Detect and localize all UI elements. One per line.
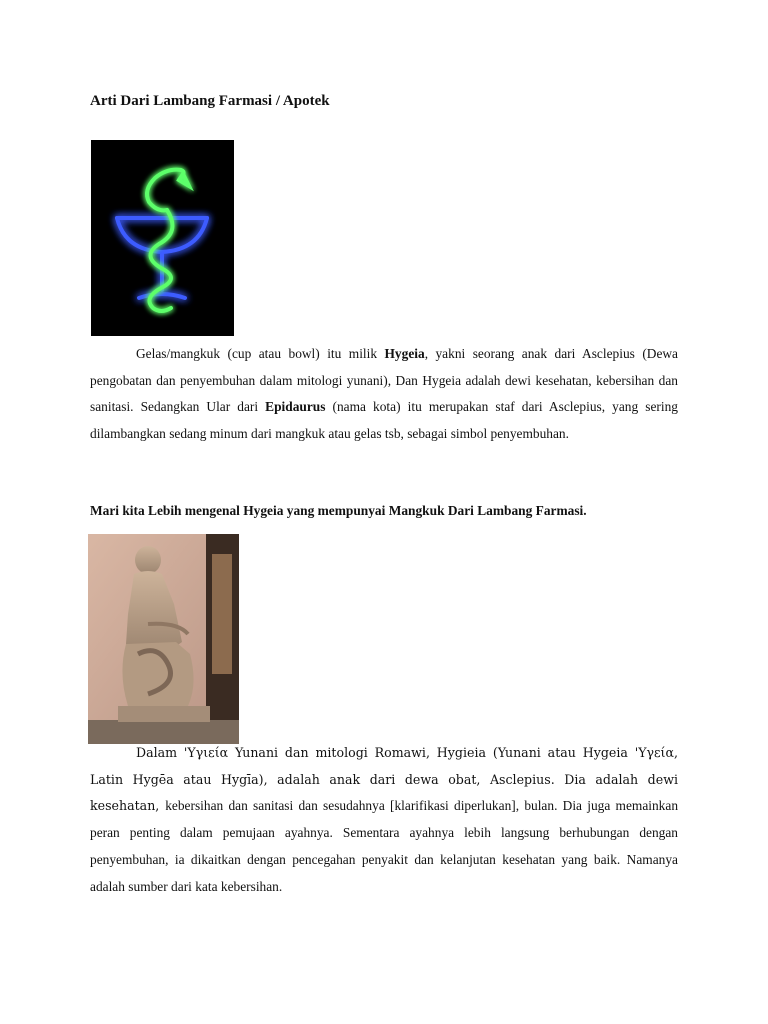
hygieia-statue-photo: [88, 534, 239, 744]
text-run: kebersihan dan sanitasi dan sesudahnya [klarifikasi diperlukan], bulan. Dia juga memainkan peran penting dalam pemujaan ayahnya. Sementara ayahnya lebih langsung berhubungan dengan penyembuhan, ia dikaitkan dengan pencegahan penyakit dan kelanjutan kesehatan yang baik. Namanya adalah sumber dari kata kebersihan.: [90, 798, 679, 894]
bowl-of-hygieia-neon-icon: [91, 140, 234, 336]
section-subheading: Mari kita Lebih mengenal Hygeia yang mempunyai Mangkuk Dari Lambang Farmasi.: [90, 503, 587, 518]
bold-epidaurus: Epidaurus: [265, 399, 326, 415]
paragraph-hygeia-intro: [90, 341, 678, 448]
paragraph-hygieia-mythology: [90, 740, 678, 900]
text-run: (nama kota) itu merupakan staf dari Asclepius, yang sering dilambangkan sedang minum dari mangkuk atau gelas tsb, sebagai simbol penyembuhan.: [90, 399, 678, 442]
text-run: Dalam 'Υγιεία Yunani dan mitologi Romawi, Hygieia (Yunani atau Hygeia 'Υγεία, Latin Hygēa atau Hygīa), adalah anak dari dewa obat, Asclepius. Dia adalah dewi kesehatan,: [90, 745, 678, 814]
bold-hygeia: Hygeia: [384, 346, 425, 361]
text-run: Gelas/mangkuk (cup atau bowl) itu milik: [136, 346, 385, 361]
document-title: Arti Dari Lambang Farmasi / Apotek: [90, 93, 330, 109]
text-run: , yakni seorang anak dari Asclepius (Dewa pengobatan dan penyembuhan dalam mitologi yunani), Dan Hygeia adalah dewi kesehatan, kebersihan dan sanitasi. Sedangkan Ular dari: [90, 346, 679, 415]
